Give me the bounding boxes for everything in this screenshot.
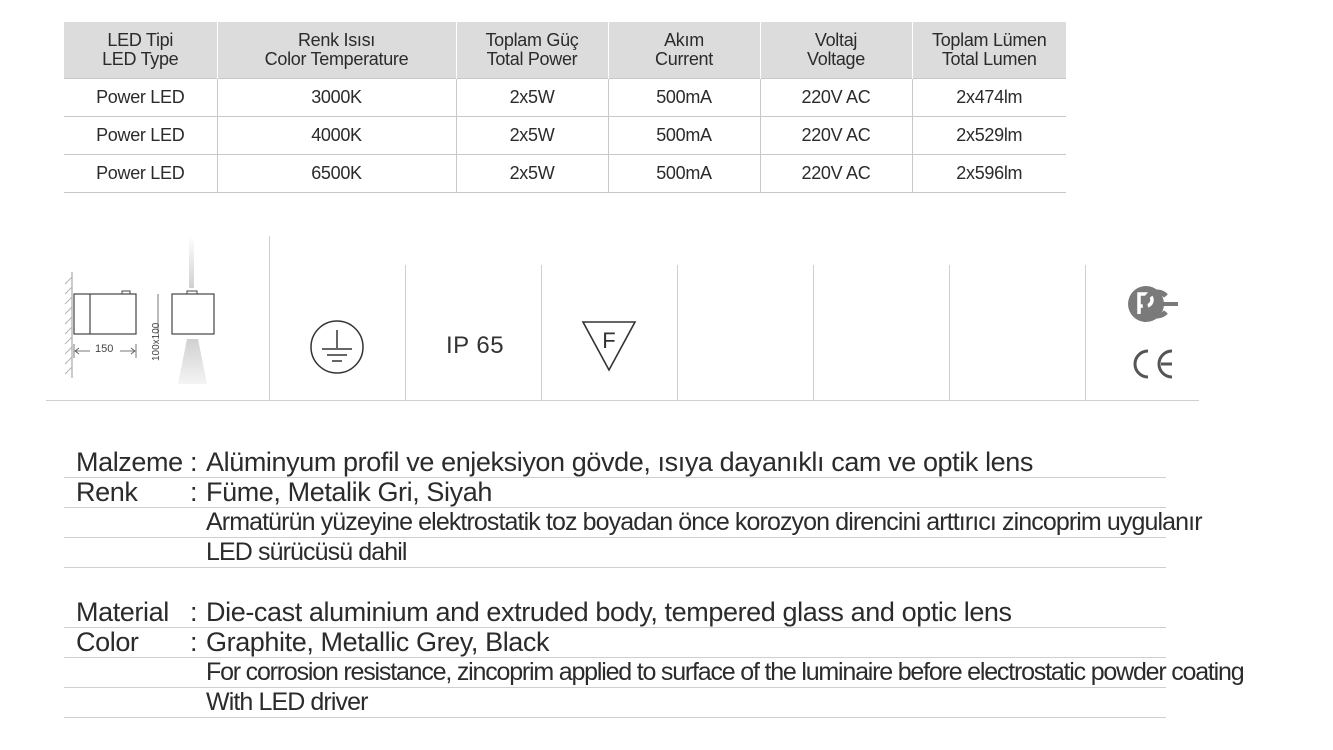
spec-value: LED sürücüsü dahil [206,538,407,566]
table-cell: 2x529lm [912,117,1066,155]
icon-strip [46,236,1199,401]
divider [269,236,270,400]
spec-value: Füme, Metalik Gri, Siyah [206,477,492,507]
divider [677,265,678,400]
description-row [64,657,1244,688]
table-cell: 6500K [217,155,456,193]
wall-fixture-dimension-diagram [62,236,262,386]
description-row [64,537,1166,568]
table-header-row [64,22,1066,79]
spec-value: Die-cast aluminium and extruded body, tempered glass and optic lens [206,597,1012,627]
spec-label: Color [76,627,139,657]
divider [949,265,950,400]
height-dimension-label: 100x100 [151,322,162,361]
spec-value: Alüminyum profil ve enjeksiyon gövde, ısıya dayanıklı cam ve optik lens [206,447,1034,477]
description-row [64,687,1166,718]
table-cell: 2x474lm [912,79,1066,117]
table-cell: 220V AC [760,117,912,155]
header-color-temperature: Renk Isısı Color Temperature [217,22,456,79]
table-row [64,79,1066,117]
table-cell: 4000K [217,117,456,155]
description-row [64,447,1166,478]
spec-value: With LED driver [206,688,368,716]
header-total-power: Toplam Güç Total Power [456,22,608,79]
divider [1085,265,1086,400]
width-dimension-label: 150 [95,343,114,355]
f-mark-icon [580,318,638,374]
table-cell: 2x5W [456,117,608,155]
ground-symbol-icon [308,318,366,376]
spec-colon: : [190,447,198,477]
pct-certification-icon [1126,284,1182,324]
spec-value: For corrosion resistance, zincoprim applied to surface of the luminaire before electrostatic powder coating [206,658,1244,686]
spec-label: Renk [76,477,138,507]
table-cell: 220V AC [760,79,912,117]
description-row [64,507,1202,538]
header-led-type: LED Tipi LED Type [64,22,217,79]
spec-colon: : [190,477,198,507]
table-row [64,117,1066,155]
description-row [64,477,1166,508]
header-total-lumen: Toplam Lümen Total Lumen [912,22,1066,79]
spec-colon: : [190,597,198,627]
header-current: Akım Current [608,22,760,79]
f-mark-letter: F [602,328,616,353]
divider [813,265,814,400]
spec-value: Graphite, Metallic Grey, Black [206,627,550,657]
spec-label: Material [76,597,169,627]
table-cell: Power LED [64,117,217,155]
divider [541,265,542,400]
description-row [64,627,1166,658]
table-cell: 3000K [217,79,456,117]
header-voltage: Voltaj Voltage [760,22,912,79]
ip-rating-label: IP 65 [446,332,505,359]
spec-label: Malzeme [76,447,183,477]
table-cell: 2x596lm [912,155,1066,193]
table-cell: 500mA [608,79,760,117]
table-cell: 2x5W [456,79,608,117]
table-cell: 2x5W [456,155,608,193]
ce-mark-icon [1128,346,1178,382]
table-row [64,155,1066,193]
spec-colon: : [190,627,198,657]
table-cell: 500mA [608,155,760,193]
divider [405,265,406,400]
table-cell: 220V AC [760,155,912,193]
description-row [64,597,1166,628]
table-cell: Power LED [64,79,217,117]
spec-table [64,22,1066,193]
table-cell: Power LED [64,155,217,193]
spec-value: Armatürün yüzeyine elektrostatik toz boyadan önce korozyon direncini arttırıcı zincoprim uygulanır [206,508,1202,536]
table-cell: 500mA [608,117,760,155]
